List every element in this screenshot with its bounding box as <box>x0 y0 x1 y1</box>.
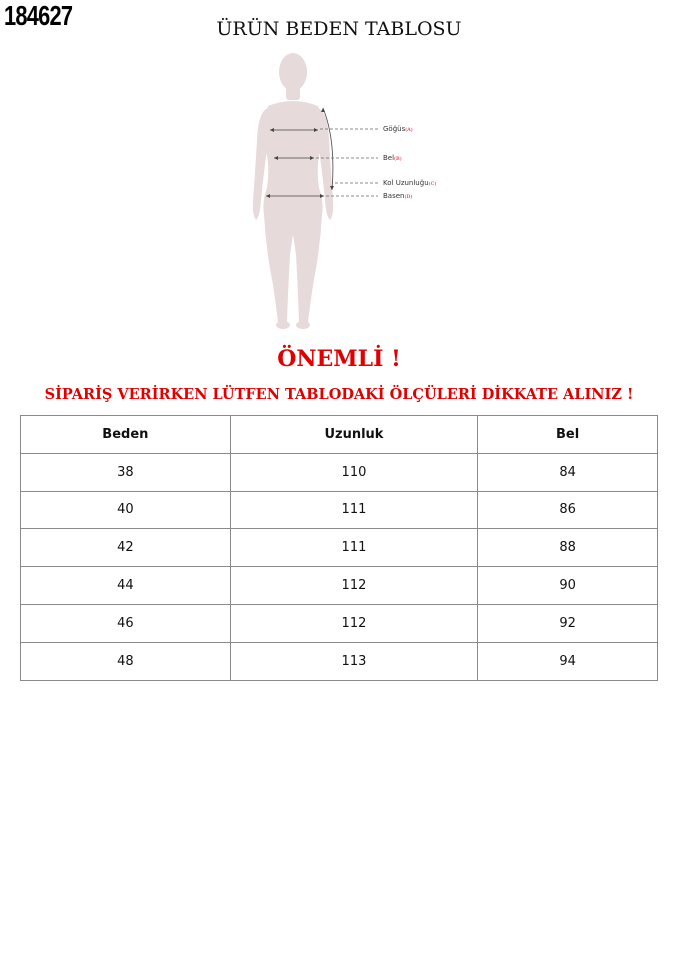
silhouette-illustration <box>240 50 460 335</box>
header-size: Beden <box>21 416 231 454</box>
header-waist: Bel <box>478 416 658 454</box>
cell-length: 111 <box>230 529 478 567</box>
header-length: Uzunluk <box>230 416 478 454</box>
label-bust: Göğüs(A) <box>383 125 413 133</box>
label-sleeve-length: Kol Uzunluğu(C) <box>383 179 437 187</box>
page-title: ÜRÜN BEDEN TABLOSU <box>216 18 462 40</box>
cell-size: 38 <box>21 453 231 491</box>
cell-waist: 92 <box>478 604 658 642</box>
cell-size: 44 <box>21 567 231 605</box>
table-header-row <box>21 416 658 454</box>
warning-message: SİPARİŞ VERİRKEN LÜTFEN TABLODAKİ ÖLÇÜLERİ DİKKATE ALINIZ ! <box>44 386 634 403</box>
cell-length: 113 <box>230 642 478 680</box>
cell-size: 46 <box>21 604 231 642</box>
table-row <box>21 642 658 680</box>
table-row <box>21 529 658 567</box>
size-table <box>20 415 658 681</box>
product-code: 184627 <box>4 0 73 31</box>
cell-length: 111 <box>230 491 478 529</box>
cell-waist: 94 <box>478 642 658 680</box>
table-row <box>21 453 658 491</box>
label-waist: Bel(B) <box>383 154 402 162</box>
cell-length: 112 <box>230 604 478 642</box>
table-row <box>21 604 658 642</box>
cell-length: 110 <box>230 453 478 491</box>
cell-waist: 86 <box>478 491 658 529</box>
cell-waist: 88 <box>478 529 658 567</box>
body-measurement-figure <box>240 50 460 335</box>
cell-size: 48 <box>21 642 231 680</box>
important-heading: ÖNEMLİ ! <box>277 346 401 372</box>
table-row <box>21 491 658 529</box>
table-row <box>21 567 658 605</box>
cell-size: 42 <box>21 529 231 567</box>
cell-waist: 90 <box>478 567 658 605</box>
cell-size: 40 <box>21 491 231 529</box>
label-hip: Basen(D) <box>383 192 413 200</box>
cell-waist: 84 <box>478 453 658 491</box>
cell-length: 112 <box>230 567 478 605</box>
